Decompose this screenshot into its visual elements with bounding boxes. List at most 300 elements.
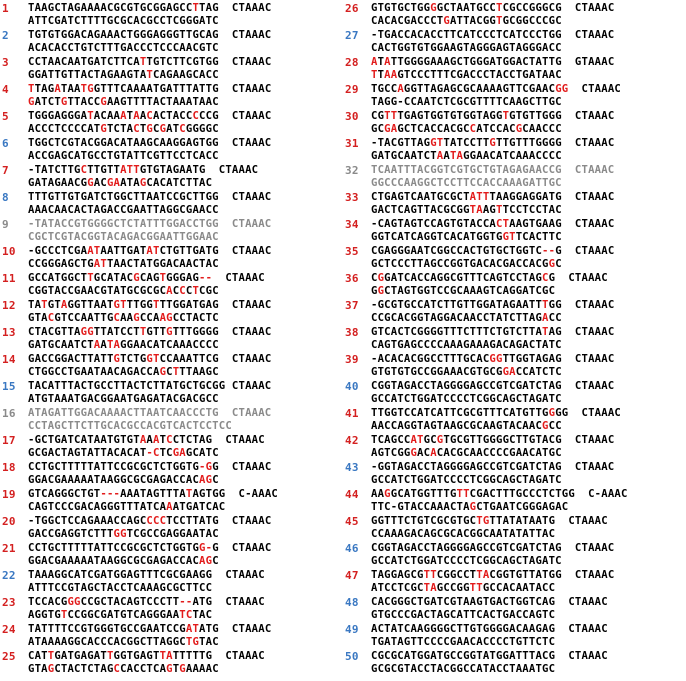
mismatch-base: G [482, 515, 490, 527]
entry-number: 40 [345, 380, 359, 393]
mismatch-base: G [159, 366, 167, 378]
entry-number: 21 [2, 542, 16, 555]
top-strand: TGGCTCGTACGGACATAAGCAAGGAGTGG CTAAAC [28, 137, 272, 149]
mismatch-base: A [384, 56, 391, 68]
bottom-strand: CAGTCCCGACAGGGTTTATCAAATGATCAC [28, 501, 226, 513]
mismatch-base: G [166, 312, 173, 324]
mismatch-base: G [113, 299, 121, 311]
mismatch-base: C [179, 123, 186, 135]
mismatch-base: T [185, 636, 193, 648]
mismatch-base: C [185, 609, 193, 621]
sequence-pair [28, 488, 340, 515]
mismatch-base: G [502, 366, 510, 378]
mismatch-base: C [133, 123, 140, 135]
mismatch-base: G [159, 123, 167, 135]
top-strand: TCCACGGGCCGCTACAGTCCCTT--ATG CTAAAC [28, 596, 265, 608]
mismatch-base: A [185, 623, 193, 635]
bottom-strand: ATTCGATCTTTTGCGCACGCCTCGGGATC [28, 15, 219, 27]
top-strand: CCTGCTTTTTATTCCGCGCTCTGGTG-GG CTAAAC [28, 461, 272, 473]
mismatch-base: T [390, 110, 398, 122]
mismatch-base: G [113, 528, 121, 540]
entry-number: 11 [2, 272, 16, 285]
sequence-entry [343, 407, 686, 434]
mismatch-base: G [87, 177, 94, 189]
mismatch-base: T [146, 69, 153, 81]
bottom-strand: GTGTGTGCCGGAAACGTGCGGACCATCTC [371, 366, 562, 378]
sequence-entry [0, 461, 340, 488]
mismatch-base: G [502, 231, 510, 243]
mismatch-base: T [152, 245, 160, 257]
entry-number: 7 [2, 164, 9, 177]
sequence-entry [0, 299, 340, 326]
mismatch-base: A [390, 123, 398, 135]
bottom-strand: GACTCAGTTACGCGGTAAGTTCCTCCTAC [371, 204, 562, 216]
mismatch-base: A [146, 245, 153, 257]
mismatch-base: T [106, 650, 114, 662]
sequence-pair [371, 515, 686, 542]
mismatch-base: G [430, 137, 437, 149]
sequence-entry [343, 2, 686, 29]
sequence-entry [0, 218, 340, 245]
sequence-entry [343, 515, 686, 542]
sequence-pair [371, 596, 686, 623]
entry-number: 34 [345, 218, 359, 231]
mismatch-base: C [152, 447, 160, 459]
mismatch-base: T [502, 218, 510, 230]
entry-number: 35 [345, 245, 359, 258]
sequence-pair [28, 623, 340, 650]
mismatch-base: T [423, 582, 431, 594]
entry-number: 31 [345, 137, 359, 150]
sequence-entry [343, 488, 686, 515]
top-strand: TAAAGGCATCGATGGAGTTTCGCGAAGG CTAAAC [28, 569, 265, 581]
entry-number: 24 [2, 623, 16, 636]
sequence-entry [0, 272, 340, 299]
mismatch-base: G [469, 501, 477, 513]
bottom-strand: GCTCCCTTAGCCGGTGACACGACCACGGC [371, 258, 562, 270]
top-strand: ACTATCAAGGGGCTTGTGGGGACAAGAG CTAAAC [371, 623, 608, 635]
mismatch-base: A [199, 555, 206, 567]
sequence-pair [371, 137, 686, 164]
bottom-strand: CGCTCGTACGGTACAGACGGAATTGGAAC [28, 231, 219, 243]
left-column [0, 2, 340, 677]
mismatch-base: G [100, 123, 107, 135]
bottom-strand: GACCGAGGTCTTTGGTCGCCGAGGAATAC [28, 528, 219, 540]
mismatch-base: T [47, 650, 55, 662]
top-strand: -GCCCTCGAATAATTGATATCTGTTGATG CTAAAC [28, 245, 272, 257]
mismatch-base: A [469, 191, 477, 203]
mismatch-base: A [87, 245, 94, 257]
sequence-pair [371, 110, 686, 137]
sequence-pair [28, 218, 340, 245]
sequence-pair [28, 380, 340, 407]
sequence-pair [28, 461, 340, 488]
mismatch-base: G [489, 353, 496, 365]
sequence-pair [28, 164, 340, 191]
mismatch-base: A [60, 299, 68, 311]
mismatch-base: A [166, 650, 173, 662]
top-strand: TATTTTCCGTGGGTGCCGAATCCGATATG CTAAAC [28, 623, 272, 635]
mismatch-base: T [542, 299, 549, 311]
bottom-strand: AAACAACACTAGACCGAATTAGGCGAACC [28, 204, 219, 216]
entry-number: 6 [2, 137, 9, 150]
top-strand: -TATCTTGCTTGTTATTGTGTAGAATG CTAAAC [28, 164, 259, 176]
sequence-pair [371, 542, 686, 569]
entry-number: 15 [2, 380, 16, 393]
entry-number: 39 [345, 353, 359, 366]
mismatch-base: C [146, 515, 153, 527]
bottom-strand: CCTAGCTTCTTGCACGCCACGTCACTCCTCC [28, 420, 232, 432]
mismatch-base: T [449, 150, 457, 162]
mismatch-base: C [166, 434, 173, 446]
mismatch-base: G [179, 663, 186, 675]
bottom-strand: AGTCGGGACACACGCAACCCCGAACATGC [371, 447, 562, 459]
sequence-entry [0, 407, 340, 434]
mismatch-base: C [192, 110, 200, 122]
mismatch-base: T [152, 299, 160, 311]
mismatch-base: T [371, 69, 378, 81]
mismatch-base: G [443, 15, 450, 27]
mismatch-base: C [113, 312, 121, 324]
mismatch-base: C [152, 515, 160, 527]
mismatch-base: T [139, 326, 147, 338]
bottom-strand: CAGTGAGCCCCAAAGAAAGACAGACTATC [371, 339, 562, 351]
mismatch-base: T [87, 110, 94, 122]
mismatch-base: T [28, 83, 35, 95]
bottom-strand: GATCTGTTACCGAAGTTTTACTAAATAAC [28, 96, 219, 108]
mismatch-base: G [139, 177, 147, 189]
sequence-entry [343, 461, 686, 488]
top-strand: -CAGTAGTCCAGTGTACCACTAAGTGAAG CTAAAC [371, 218, 615, 230]
top-strand: AAGGCATGGTTTGTTCGACTTTGCCCTCTGG C-AAAC [371, 488, 628, 500]
entry-number: 16 [2, 407, 16, 420]
sequence-entry [343, 299, 686, 326]
mismatch-base: T [495, 204, 503, 216]
mismatch-base: A [456, 150, 464, 162]
bottom-strand: GCCATCTGGATCCCCTCGGCAGCTAGATC [371, 474, 562, 486]
top-strand: GGTTTCTGTCGCGTGCTGTTATATAATG CTAAAC [371, 515, 608, 527]
mismatch-base: A [542, 312, 549, 324]
mismatch-base: G [377, 272, 385, 284]
top-strand: GCCATGGCTTGCATACGCAGTGGGAG-- CTAAAC [28, 272, 265, 284]
mismatch-base: C [146, 110, 153, 122]
mismatch-base: C [47, 312, 55, 324]
bottom-strand: TGATAGTTCCCCGAACACCCCTGTTCTC [371, 636, 556, 648]
top-strand: -GCTGATCATAATGTGTAAATCCTCTAG CTAAAC [28, 434, 265, 446]
mismatch-base: A [159, 312, 167, 324]
mismatch-base: G [548, 407, 556, 419]
top-strand: CGTTTGAGTGGTGTGGTAGGTGTGTTGGG CTAAAC [371, 110, 615, 122]
mismatch-base: G [166, 326, 173, 338]
bottom-strand: ATTTCCGTAGCTACCTCAAAGCGCTTCC [28, 582, 213, 594]
sequence-pair [371, 623, 686, 650]
mismatch-base: G [100, 96, 107, 108]
mismatch-base: G [67, 596, 75, 608]
mismatch-base: T [482, 191, 490, 203]
mismatch-base: A [371, 56, 378, 68]
mismatch-base: A [482, 569, 490, 581]
sequence-entry [0, 488, 340, 515]
mismatch-base: G [47, 663, 55, 675]
sequence-entry [343, 191, 686, 218]
top-strand: CGAGGGAATCGGCCACTGTGCTGGTC--G CTAAAC [371, 245, 615, 257]
mismatch-base: G [87, 83, 94, 95]
entry-number: 8 [2, 191, 9, 204]
entry-number: 9 [2, 218, 9, 231]
top-strand: TGGGAGGGATACAAATAACACTACCCCCG CTAAAC [28, 110, 272, 122]
mismatch-base: T [185, 488, 193, 500]
sequence-entry [343, 623, 686, 650]
sequence-pair [371, 380, 686, 407]
mismatch-base: G [199, 542, 206, 554]
top-strand: CTACGTTAGGTTATCCTTGTTGTTTGGGG CTAAAC [28, 326, 272, 338]
mismatch-base: T [423, 569, 431, 581]
top-strand: -GGTAGACCTAGGGGAGCCGTCGATCTAG CTAAAC [371, 461, 615, 473]
mismatch-base: G [205, 474, 213, 486]
entry-number: 5 [2, 110, 9, 123]
mismatch-base: G [384, 123, 391, 135]
mismatch-base: C [113, 663, 121, 675]
mismatch-base: T [430, 569, 437, 581]
sequence-pair [28, 569, 340, 596]
sequence-entry [343, 272, 686, 299]
mismatch-base: A [199, 474, 206, 486]
mismatch-base: G [489, 137, 496, 149]
mismatch-base: T [192, 623, 200, 635]
mismatch-base: G [87, 326, 94, 338]
sequence-entry [343, 542, 686, 569]
entry-number: 4 [2, 83, 9, 96]
entry-number: 10 [2, 245, 16, 258]
sequence-entry [0, 434, 340, 461]
mismatch-base: - [205, 542, 213, 554]
top-strand: ATATTGGGGAAAGCTGGGATGGACTATTG GTAAAC [371, 56, 615, 68]
top-strand: GACCGGACTTATTGTCTGGTCCAAATTCG CTAAAC [28, 353, 272, 365]
sequence-pair [371, 218, 686, 245]
bottom-strand: GGACGAAAAATAAGGCGCGAGACCACAGC [28, 555, 219, 567]
mismatch-base: A [120, 164, 127, 176]
mismatch-base: T [159, 650, 167, 662]
mismatch-base: T [417, 434, 424, 446]
mismatch-base: T [100, 258, 107, 270]
sequence-pair [371, 326, 686, 353]
sequence-entry [0, 83, 340, 110]
bottom-strand: GATAGAACGGACGAATAGCACATCTTAC [28, 177, 213, 189]
top-strand: TCAATTTACGGTCGTGCTGTAGAGAACCG CTAAAC [371, 164, 615, 176]
mismatch-base: G [28, 96, 35, 108]
mismatch-base: A [166, 501, 173, 513]
entry-number: 19 [2, 488, 16, 501]
sequence-pair [371, 272, 686, 299]
sequence-entry [0, 29, 340, 56]
mismatch-base: T [41, 299, 48, 311]
mismatch-base: T [93, 245, 101, 257]
entry-number: 33 [345, 191, 359, 204]
bottom-strand: GGACGAAAAATAAGGCGCGAGACCACAGC [28, 474, 219, 486]
top-strand: TCAGCCATGCGTGCGTTGGGGCTTGTACG CTAAAC [371, 434, 615, 446]
mismatch-base: A [509, 366, 516, 378]
mismatch-base: T [87, 272, 94, 284]
sequence-entry [0, 650, 340, 677]
mismatch-base: A [152, 434, 160, 446]
bottom-strand: AACCAGGTAGTAAGCGCAAGTACAACGCC [371, 420, 562, 432]
mismatch-base: T [384, 110, 391, 122]
entry-number: 37 [345, 299, 359, 312]
sequence-pair [371, 191, 686, 218]
mismatch-base: T [436, 137, 444, 149]
mismatch-base: A [113, 177, 121, 189]
mismatch-base: T [133, 164, 140, 176]
mismatch-base: G [555, 83, 562, 95]
mismatch-base: - [113, 488, 121, 500]
mismatch-base [575, 488, 582, 500]
sequence-entry [0, 245, 340, 272]
mismatch-base: G [60, 96, 68, 108]
bottom-strand: GTACGTCCAATTGCAAGCCAAGCCTACTC [28, 312, 219, 324]
entry-number: 48 [345, 596, 359, 609]
sequence-pair [28, 299, 340, 326]
bottom-strand: GCGAGCTCACCACGCCATCCACGCAACCC [371, 123, 562, 135]
mismatch-base: T [495, 15, 503, 27]
entry-number: 32 [345, 164, 359, 177]
mismatch-base: G [430, 2, 437, 14]
entry-number: 36 [345, 272, 359, 285]
sequence-entry [343, 434, 686, 461]
mismatch-base: T [476, 582, 483, 594]
top-strand: TTTGTTGTGATCTGGCTTAATCCGCTTGG CTAAAC [28, 191, 272, 203]
top-strand: CCTGCTTTTTATTCCGCGCTCTGGTGG-G CTAAAC [28, 542, 272, 554]
sequence-pair [28, 326, 340, 353]
mismatch-base: A [113, 339, 121, 351]
bottom-strand: GTGCCCGACTAGCATTCACTGACCAGTC [371, 609, 556, 621]
mismatch-base: G [166, 663, 173, 675]
entry-number: 42 [345, 434, 359, 447]
mismatch-base: G [561, 83, 569, 95]
mismatch-base: - [199, 461, 206, 473]
sequence-pair [28, 515, 340, 542]
entry-number: 30 [345, 110, 359, 123]
sequence-pair [28, 434, 340, 461]
mismatch-base: T [159, 272, 167, 284]
sequence-entry [0, 542, 340, 569]
top-strand: CGCGCATGGATGCCGGTATGGATTTACG CTAAAC [371, 650, 608, 662]
sequence-pair [371, 83, 686, 110]
mismatch-base: T [542, 326, 549, 338]
mismatch-base: T [463, 488, 470, 500]
sequence-pair [371, 434, 686, 461]
mismatch-base [225, 488, 232, 500]
bottom-strand: GCGCGTACCTACGGCCATACCTAAATGC [371, 663, 556, 675]
entry-number: 12 [2, 299, 16, 312]
entry-number: 1 [2, 2, 9, 15]
mismatch-base: G [133, 272, 140, 284]
top-strand: TAAGCTAGAAAACGCGTGCGGAGCCTTAG CTAAAC [28, 2, 272, 14]
sequence-entry [0, 110, 340, 137]
sequence-pair [28, 110, 340, 137]
mismatch-base: G [133, 312, 140, 324]
sequence-entry [0, 380, 340, 407]
entry-number: 17 [2, 434, 16, 447]
mismatch-base: A [476, 204, 483, 216]
bottom-strand: GCCATCTGGATCCCCTCGGCAGCTAGATC [371, 555, 562, 567]
top-strand: GTGTGCTGGGGCTAATGCCTCGCCGGGCG CTAAAC [371, 2, 615, 14]
top-strand: TAGGAGCGTTCGGCCTTACGGTGTTATGG CTAAAC [371, 569, 615, 581]
sequence-entry [343, 137, 686, 164]
mismatch-base: C [495, 218, 503, 230]
sequence-pair [371, 353, 686, 380]
sequence-entry [0, 326, 340, 353]
mismatch-base: A [139, 434, 147, 446]
mismatch-base: G [377, 285, 385, 297]
mismatch-base: G [192, 636, 200, 648]
entry-number: 41 [345, 407, 359, 420]
mismatch-base: T [495, 2, 503, 14]
bottom-strand: GCGACTAGTATTACACAT-CTCGAGCATC [28, 447, 219, 459]
mismatch-base: C [469, 123, 477, 135]
bottom-strand: ATGTAAATGACGGAATGAGATACGACGCC [28, 393, 219, 405]
sequence-entry [0, 191, 340, 218]
sequence-entry [0, 137, 340, 164]
top-strand: CGGATCACCAGGCGTTTCAGTCCTAGCG CTAAAC [371, 272, 608, 284]
entry-number: 26 [345, 2, 359, 15]
entry-number: 38 [345, 326, 359, 339]
mismatch-base: T [469, 204, 477, 216]
sequence-entry [343, 353, 686, 380]
sequence-pair [371, 245, 686, 272]
mismatch-base: G [410, 447, 418, 459]
mismatch-base: C [80, 164, 88, 176]
mismatch-base: T [502, 110, 510, 122]
mismatch-base: T [469, 582, 477, 594]
sequence-entry [343, 218, 686, 245]
sequence-pair [28, 407, 340, 434]
bottom-strand: ACCGAGCATGCCTGTATTCGTTCCTCACC [28, 150, 219, 162]
sequence-entry [0, 596, 340, 623]
mismatch-base: T [476, 515, 483, 527]
sequence-entry [0, 515, 340, 542]
top-strand: TACATTTACTGCCTTACTCTTATGCTGCGG CTAAAC [28, 380, 272, 392]
bottom-strand: ACACACCTGTCTTTGACCCTCCCAACGTC [28, 42, 219, 54]
mismatch-base: G [106, 177, 114, 189]
mismatch-base: T [139, 56, 147, 68]
mismatch-base: - [185, 596, 193, 608]
mismatch-base: G [542, 420, 549, 432]
bottom-strand: GGCTAGTGGTCCGCAAAGTCAGGATCGC [371, 285, 556, 297]
sequence-entry [343, 245, 686, 272]
bottom-strand: AGGTGTCCGGCGATGTCAGGGAATCTAC [28, 609, 213, 621]
sequence-pair [28, 542, 340, 569]
top-strand: TTAGATAATGGTTTCAAAATGATTTATTG CTAAAC [28, 83, 272, 95]
mismatch-base: A [397, 83, 404, 95]
mismatch-base: - [106, 488, 114, 500]
top-strand: CTGAGTCAATGCGCTATTTAAGGAGGATG CTAAAC [371, 191, 615, 203]
sequence-pair [371, 299, 686, 326]
bottom-strand: ACCCTCCCCATGTCTACTGCGATCGGGGC [28, 123, 219, 135]
sequence-pair [28, 137, 340, 164]
sequence-entry [343, 380, 686, 407]
entry-number: 49 [345, 623, 359, 636]
mismatch-base: G [120, 528, 127, 540]
entry-number: 29 [345, 83, 359, 96]
mismatch-base: A [436, 150, 444, 162]
mismatch-base: A [390, 69, 398, 81]
bottom-strand: CACACGACCCTGATTACGGTGCGGCCCGC [371, 15, 562, 27]
entry-number: 13 [2, 326, 16, 339]
sequence-entry [0, 56, 340, 83]
mismatch-base: G [548, 258, 556, 270]
mismatch-base: T [509, 231, 516, 243]
sequence-pair [371, 29, 686, 56]
